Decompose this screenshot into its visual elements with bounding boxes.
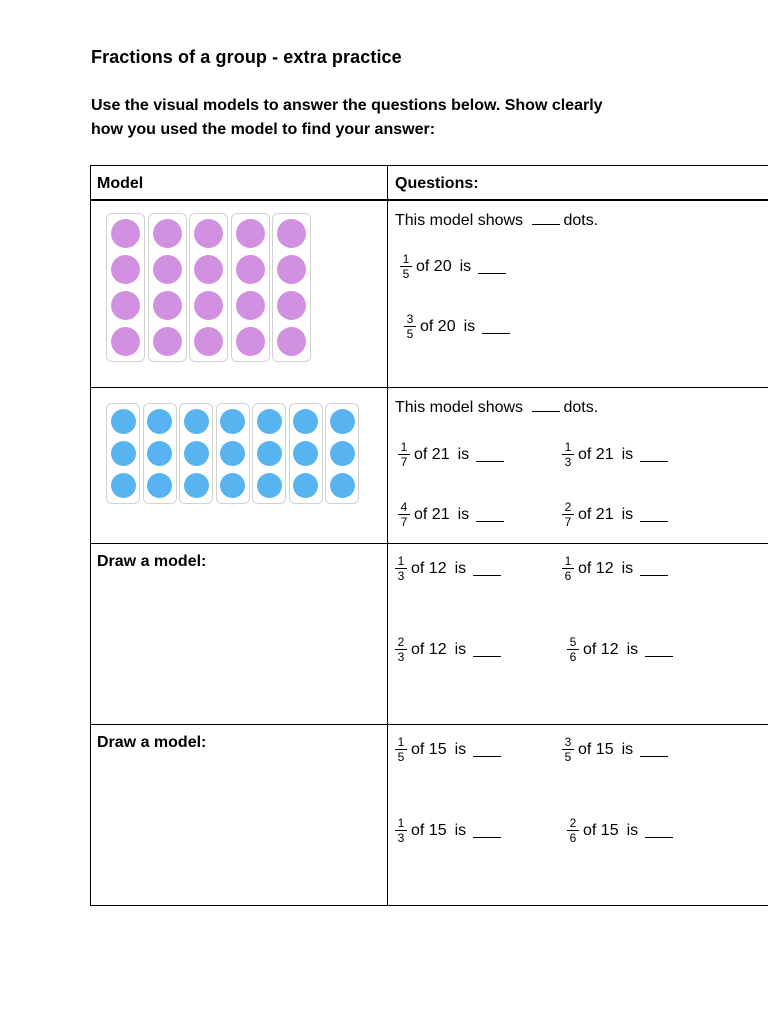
fraction-denominator: 6 bbox=[564, 569, 572, 583]
fraction-numerator: 1 bbox=[397, 816, 405, 830]
dot bbox=[293, 441, 318, 466]
fraction-question bbox=[562, 441, 668, 468]
fraction-question bbox=[395, 636, 501, 663]
dot bbox=[330, 441, 355, 466]
fraction-numerator: 1 bbox=[402, 252, 410, 266]
is-text: is bbox=[454, 740, 467, 758]
fraction bbox=[562, 736, 574, 763]
dot bbox=[184, 473, 209, 498]
is-text: is bbox=[457, 505, 470, 523]
dot bbox=[194, 291, 223, 320]
dots-word: dots. bbox=[563, 399, 599, 416]
fraction-numerator: 1 bbox=[397, 735, 405, 749]
instructions bbox=[91, 94, 603, 142]
is-text: is bbox=[459, 257, 472, 275]
dot bbox=[277, 291, 306, 320]
fraction-question bbox=[395, 555, 501, 582]
answer-blank[interactable] bbox=[476, 447, 504, 462]
header-divider bbox=[90, 199, 768, 201]
dot bbox=[111, 327, 140, 356]
dot bbox=[111, 219, 140, 248]
dot bbox=[147, 473, 172, 498]
fraction bbox=[562, 441, 574, 468]
fraction-denominator: 3 bbox=[564, 455, 572, 469]
fraction-numerator: 3 bbox=[406, 312, 414, 326]
is-text: is bbox=[457, 445, 470, 463]
model-shows-text bbox=[395, 397, 598, 417]
is-text: is bbox=[454, 559, 467, 577]
of-text: of 12 bbox=[411, 640, 447, 658]
dot bbox=[236, 219, 265, 248]
fraction-numerator: 4 bbox=[400, 500, 408, 514]
fraction-question bbox=[395, 817, 501, 844]
of-text: of 15 bbox=[578, 740, 614, 758]
fraction-question bbox=[395, 736, 501, 763]
fraction-question bbox=[398, 441, 504, 468]
of-text: of 15 bbox=[583, 821, 619, 839]
answer-blank[interactable] bbox=[478, 259, 506, 274]
fraction-numerator: 1 bbox=[400, 440, 408, 454]
fraction-question bbox=[567, 817, 673, 844]
is-text: is bbox=[626, 640, 639, 658]
table-left-border bbox=[90, 165, 91, 906]
fraction-numerator: 2 bbox=[564, 500, 572, 514]
is-text: is bbox=[454, 821, 467, 839]
answer-blank[interactable] bbox=[645, 642, 673, 657]
answer-blank[interactable] bbox=[482, 319, 510, 334]
fraction-numerator: 3 bbox=[564, 735, 572, 749]
table-bottom-border bbox=[90, 905, 768, 906]
is-text: is bbox=[454, 640, 467, 658]
instructions-line-1: Use the visual models to answer the questions below. Show clearly bbox=[91, 97, 603, 114]
draw-model-label: Draw a model: bbox=[97, 553, 207, 570]
dot bbox=[153, 255, 182, 284]
fraction-denominator: 3 bbox=[397, 831, 405, 845]
is-text: is bbox=[621, 740, 634, 758]
of-text: of 21 bbox=[578, 445, 614, 463]
dot bbox=[257, 441, 282, 466]
answer-blank[interactable] bbox=[473, 642, 501, 657]
answer-blank[interactable] bbox=[645, 823, 673, 838]
dot bbox=[220, 409, 245, 434]
dot bbox=[236, 327, 265, 356]
dot bbox=[277, 327, 306, 356]
is-text: is bbox=[621, 559, 634, 577]
fraction-denominator: 6 bbox=[569, 650, 577, 664]
of-text: of 21 bbox=[414, 505, 450, 523]
row-divider bbox=[90, 387, 768, 388]
dot bbox=[111, 291, 140, 320]
dot bbox=[153, 219, 182, 248]
answer-blank[interactable] bbox=[640, 561, 668, 576]
answer-blank[interactable] bbox=[473, 561, 501, 576]
fraction-numerator: 2 bbox=[397, 635, 405, 649]
row-divider bbox=[90, 543, 768, 544]
fraction-question bbox=[567, 636, 673, 663]
of-text: of 20 bbox=[420, 317, 456, 335]
practice-table bbox=[90, 165, 768, 906]
fraction bbox=[404, 313, 416, 340]
dot bbox=[111, 409, 136, 434]
is-text: is bbox=[621, 445, 634, 463]
is-text: is bbox=[621, 505, 634, 523]
dots-word: dots. bbox=[563, 212, 599, 229]
fraction-denominator: 5 bbox=[406, 327, 414, 341]
answer-blank[interactable] bbox=[640, 507, 668, 522]
fraction-denominator: 3 bbox=[397, 650, 405, 664]
fraction-denominator: 5 bbox=[397, 750, 405, 764]
fraction bbox=[398, 501, 410, 528]
dot bbox=[194, 219, 223, 248]
dot bbox=[153, 327, 182, 356]
fraction-numerator: 1 bbox=[397, 554, 405, 568]
fraction-denominator: 3 bbox=[397, 569, 405, 583]
fraction bbox=[395, 636, 407, 663]
of-text: of 12 bbox=[411, 559, 447, 577]
fraction-question bbox=[398, 501, 504, 528]
dot bbox=[147, 441, 172, 466]
dot bbox=[293, 409, 318, 434]
shows-label: This model shows bbox=[395, 212, 524, 229]
fraction bbox=[400, 253, 412, 280]
is-text: is bbox=[463, 317, 476, 335]
dot bbox=[153, 291, 182, 320]
table-top-border bbox=[90, 165, 768, 166]
dot bbox=[277, 219, 306, 248]
dot bbox=[111, 255, 140, 284]
draw-model-label: Draw a model: bbox=[97, 734, 207, 751]
dot bbox=[184, 441, 209, 466]
fraction-denominator: 7 bbox=[400, 455, 408, 469]
fraction bbox=[395, 736, 407, 763]
answer-blank[interactable] bbox=[473, 823, 501, 838]
dot bbox=[330, 473, 355, 498]
model-shows-text bbox=[395, 210, 598, 230]
dot bbox=[194, 255, 223, 284]
header-questions: Questions: bbox=[395, 175, 479, 192]
fraction-question bbox=[562, 501, 668, 528]
dot bbox=[257, 473, 282, 498]
dot bbox=[277, 255, 306, 284]
dot bbox=[236, 291, 265, 320]
dot bbox=[147, 409, 172, 434]
fraction bbox=[562, 501, 574, 528]
fraction bbox=[567, 636, 579, 663]
dot bbox=[111, 473, 136, 498]
fraction-question bbox=[404, 313, 510, 340]
dot bbox=[257, 409, 282, 434]
fraction-question bbox=[400, 253, 506, 280]
of-text: of 21 bbox=[414, 445, 450, 463]
dot bbox=[293, 473, 318, 498]
fraction-numerator: 2 bbox=[569, 816, 577, 830]
of-text: of 12 bbox=[583, 640, 619, 658]
dot bbox=[184, 409, 209, 434]
answer-blank[interactable] bbox=[532, 210, 560, 225]
of-text: of 15 bbox=[411, 821, 447, 839]
answer-blank[interactable] bbox=[640, 447, 668, 462]
of-text: of 15 bbox=[411, 740, 447, 758]
fraction bbox=[398, 441, 410, 468]
dot bbox=[220, 473, 245, 498]
of-text: of 12 bbox=[578, 559, 614, 577]
fraction-question bbox=[562, 555, 668, 582]
fraction-denominator: 5 bbox=[402, 267, 410, 281]
dot bbox=[111, 441, 136, 466]
page-title: Fractions of a group - extra practice bbox=[91, 47, 402, 67]
of-text: of 21 bbox=[578, 505, 614, 523]
fraction-denominator: 5 bbox=[564, 750, 572, 764]
fraction-numerator: 1 bbox=[564, 554, 572, 568]
fraction bbox=[567, 817, 579, 844]
answer-blank[interactable] bbox=[476, 507, 504, 522]
answer-blank[interactable] bbox=[640, 742, 668, 757]
answer-blank[interactable] bbox=[473, 742, 501, 757]
fraction bbox=[395, 555, 407, 582]
column-divider bbox=[387, 165, 388, 906]
row-divider bbox=[90, 724, 768, 725]
dot bbox=[236, 255, 265, 284]
fraction-denominator: 7 bbox=[400, 515, 408, 529]
fraction-numerator: 5 bbox=[569, 635, 577, 649]
dot bbox=[220, 441, 245, 466]
dot bbox=[194, 327, 223, 356]
fraction bbox=[395, 817, 407, 844]
is-text: is bbox=[626, 821, 639, 839]
fraction bbox=[562, 555, 574, 582]
fraction-question bbox=[562, 736, 668, 763]
fraction-numerator: 1 bbox=[564, 440, 572, 454]
dot bbox=[330, 409, 355, 434]
shows-label: This model shows bbox=[395, 399, 524, 416]
fraction-denominator: 7 bbox=[564, 515, 572, 529]
header-model: Model bbox=[97, 175, 144, 192]
fraction-denominator: 6 bbox=[569, 831, 577, 845]
answer-blank[interactable] bbox=[532, 397, 560, 412]
of-text: of 20 bbox=[416, 257, 452, 275]
instructions-line-2: how you used the model to find your answer: bbox=[91, 121, 436, 138]
